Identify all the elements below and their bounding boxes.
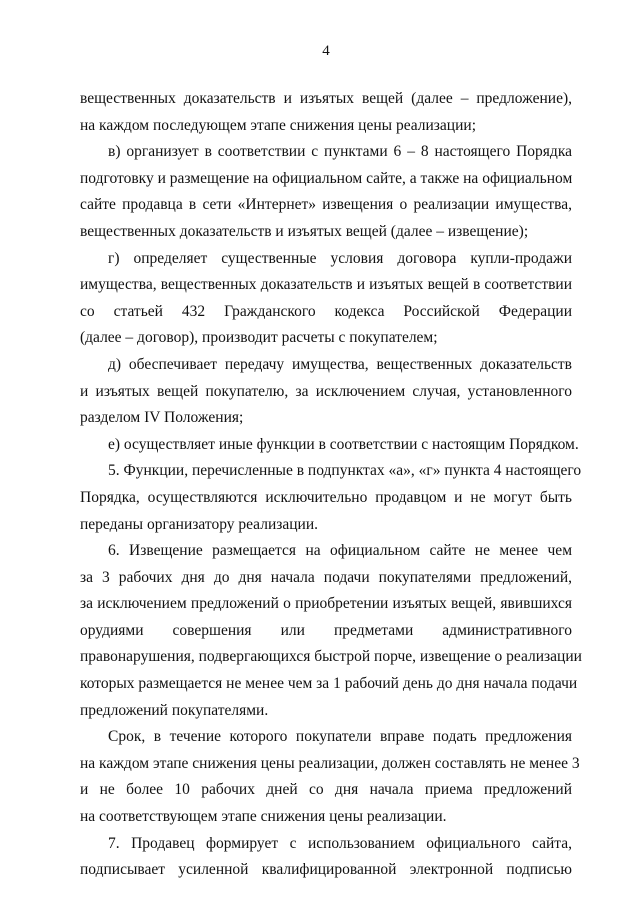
paragraph (80, 246, 572, 352)
text-line: 7. Продавец формирует с использованием официального сайта, (108, 834, 572, 852)
text-line: со статьей 432 Гражданского кодекса Российской Федерации (80, 302, 572, 320)
page-number: 4 (322, 43, 330, 59)
text-line: 6. Извещение размещается на официальном сайте не менее чем (108, 542, 572, 560)
text-line: за исключением предложений о приобретении изъятых вещей, явившихся (80, 595, 572, 613)
text-line: д) обеспечивает передачу имущества, вещественных доказательств (108, 355, 572, 373)
text-line: на каждом последующем этапе снижения цены реализации; (80, 116, 476, 134)
text-line: за 3 рабочих дня до дня начала подачи покупателями предложений, (80, 568, 572, 586)
text-line: Срок, в течение которого покупатели вправе подать предложения (108, 728, 572, 746)
document-body (80, 86, 582, 884)
text-line: подготовку и размещение на официальном сайте, а также на официальном (80, 169, 573, 187)
paragraph (80, 724, 580, 830)
paragraph (80, 458, 582, 538)
text-line: в) организует в соответствии с пунктами 6 – 8 настоящего Порядка (108, 143, 572, 161)
text-line: е) осуществляет иные функции в соответствии с настоящим Порядком. (108, 435, 579, 453)
text-line: переданы организатору реализации. (80, 515, 318, 533)
text-line: на соответствующем этапе снижения цены реализации. (80, 808, 447, 826)
text-line: Порядка, осуществляются исключительно продавцом и не могут быть (80, 488, 572, 506)
text-line: вещественных доказательств и изъятых вещей (далее – извещение); (80, 222, 529, 240)
paragraph (80, 538, 582, 724)
text-line: 5. Функции, перечисленные в подпунктах «а», «г» пункта 4 настоящего (108, 462, 582, 480)
paragraph (80, 139, 572, 245)
text-line: и не более 10 рабочих дней со дня начала приема предложений (80, 781, 572, 799)
paragraph (80, 352, 572, 432)
text-line: на каждом этапе снижения цены реализации, должен составлять не менее 3 (80, 754, 580, 772)
text-line: предложений покупателями. (80, 701, 269, 719)
text-line: сайте продавца в сети «Интернет» извещения о реализации имущества, (80, 196, 572, 214)
paragraph (80, 86, 572, 139)
text-line: разделом IV Положения; (80, 409, 244, 427)
text-line: вещественных доказательств и изъятых вещей (далее – предложение), (80, 90, 572, 107)
text-line: имущества, вещественных доказательств и изъятых вещей в соответствии (80, 276, 572, 294)
text-line: подписывает усиленной квалифицированной электронной подписью (80, 861, 572, 879)
text-line: которых размещается не менее чем за 1 рабочий день до дня начала подачи (80, 675, 578, 693)
text-line: орудиями совершения или предметами административного (80, 621, 572, 639)
paragraph (80, 432, 579, 459)
text-line: г) определяет существенные условия договора купли-продажи (108, 249, 572, 267)
text-line: (далее – договор), производит расчеты с покупателем; (80, 329, 438, 347)
paragraph (80, 831, 572, 884)
text-line: и изъятых вещей покупателю, за исключением случая, установленного (80, 382, 572, 400)
text-line: правонарушения, подвергающихся быстрой порче, извещение о реализации (80, 648, 582, 666)
